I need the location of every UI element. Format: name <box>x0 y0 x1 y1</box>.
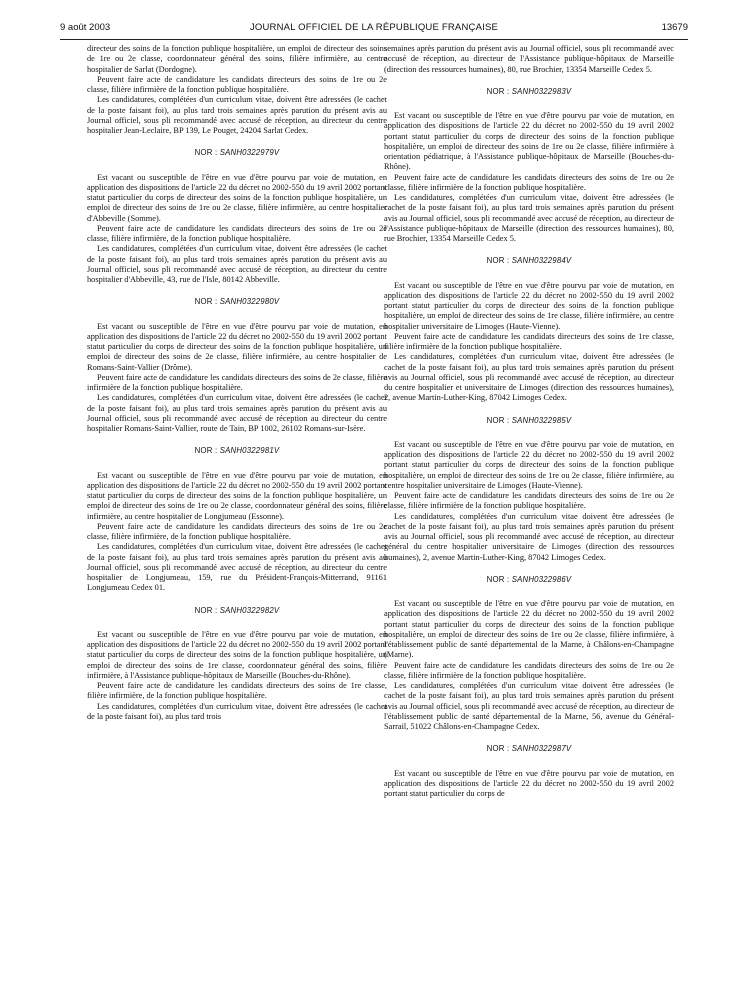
nor-label: NOR : <box>194 605 220 615</box>
right-column <box>384 44 674 799</box>
paragraph: Peuvent faire acte de candidature les candidats directeurs des soins de 1re ou 2e classe, filière infirmière, de la fonction publique hospitalière. <box>87 223 387 243</box>
nor-code: SANH0322986V <box>511 574 572 584</box>
nor-label: NOR : <box>486 574 512 584</box>
paragraph: Peuvent faire acte de candidature les candidats directeurs des soins de 2e classe, filière infirmière de la fonction publique hospitalière. <box>87 372 387 392</box>
paragraph: Est vacant ou susceptible de l'être en vue d'être pourvu par voie de mutation, en application des dispositions de l'article 22 du décret no 2002-550 du 19 avril 2002 portant statut particulier du corps de <box>384 768 674 798</box>
paragraph: directeur des soins de la fonction publique hospitalière, un emploi de directeur des soins de 1re ou 2e classe, coordonnateur général des soins, filière infirmière, au centre hospitalier de Sarlat (Dordogne). <box>87 44 387 74</box>
paragraph: Peuvent faire acte de candidature les candidats directeurs des soins de 1re classe, filière infirmière, de la fonction publique hospitalière. <box>87 681 387 701</box>
paragraph: Peuvent faire acte de candidature les candidats directeurs des soins de 1re ou 2e classe, filière infirmière de la fonction publique hospitalière. <box>384 660 674 680</box>
paragraph: Les candidatures, complétées d'un curriculum vitae, doivent être adressées (le cachet de la poste faisant foi), au plus tard trois semaines après parution du présent avis au Journal officiel, sous pli recommandé avec accusé de réception, au directeur du centre hospitalier Jean-Leclaire, BP 139, Le Pouget, 24204 Sarlat Cedex. <box>87 95 387 135</box>
nor-code: SANH0322982V <box>219 605 280 615</box>
paragraph: Les candidatures, complétées d'un curriculum vitae, doivent être adressées (le cachet de la poste faisant foi), au plus tard trois semaines après parution du présent avis au Journal officiel, sous pli recommandé avec accusé de réception, au directeur du centre hospitalier de Longjumeau, 159, rue du Président-François-Mitterrand, 91161 Longjumeau Cedex 01. <box>87 542 387 593</box>
journal-title: JOURNAL OFFICIEL DE LA RÉPUBLIQUE FRANÇAISE <box>249 22 499 33</box>
paragraph: Les candidatures, complétées d'un curriculum vitae, doivent être adressées (le cachet de la poste faisant foi), au plus tard trois <box>87 701 387 721</box>
issue-date: 9 août 2003 <box>60 22 111 33</box>
left-column <box>87 44 387 722</box>
paragraph: Est vacant ou susceptible de l'être en vue d'être pourvu par voie de mutation, en application des dispositions de l'article 22 du décret no 2002-550 du 19 avril 2002 portant statut particulier du corps de directeur des soins de la fonction publique hospitalière, un emploi de directeur des soins de 1re ou 2e classe, filière infirmière, à l'établissement public de santé départemental de la Marne, à Châlons-en-Champagne (Marne). <box>384 599 674 660</box>
paragraph: Les candidatures, complétées d'un curriculum vitae doivent être adressées (le cachet de la poste faisant foi), au plus tard trois semaines après parution du présent avis au Journal officiel, sous pli recommandé avec accusé de réception, au directeur de l'établissement public de santé départemental de la Marne, 56, avenue du Général-Sarrail, 51022 Châlons-en-Champagne Cedex. <box>384 681 674 731</box>
nor-code: SANH0322984V <box>511 256 572 266</box>
paragraph: Est vacant ou susceptible de l'être en vue d'être pourvu par voie de mutation, en application des dispositions de l'article 22 du décret no 2002-550 du 19 avril 2002 portant statut particulier du corps de directeur des soins de la fonction publique hospitalière, un emploi de directeur des soins de 1re ou 2e classe, filière infirmière, au centre hospitalier d'Abbeville (Somme). <box>87 172 387 223</box>
paragraph: Peuvent faire acte de candidature les candidats directeurs des soins de 1re ou 2e classe, filière infirmière, de la fonction publique hospitalière. <box>87 521 387 541</box>
nor-code: SANH0322981V <box>219 446 280 456</box>
nor-label: NOR : <box>486 256 512 266</box>
paragraph: Est vacant ou susceptible de l'être en vue d'être pourvu par voie de mutation, en application des dispositions de l'article 22 du décret no 2002-550 du 19 avril 2002 portant statut particulier du corps de directeur des soins de la fonction publique hospitalière, un emploi de directeur des soins de 1re classe, filière infirmière, au centre hospitalier universitaire de Limoges (Haute-Vienne). <box>384 280 674 331</box>
nor-label: NOR : <box>194 148 220 158</box>
nor-code: SANH0322980V <box>219 297 280 307</box>
nor-label: NOR : <box>486 86 512 96</box>
nor-code: SANH0322979V <box>219 148 280 158</box>
nor-reference <box>384 256 674 266</box>
nor-label: NOR : <box>486 744 512 754</box>
paragraph: Est vacant ou susceptible de l'être en vue d'être pourvu par voie de mutation, en application des dispositions de l'article 22 du décret no 2002-550 du 19 avril 2002 portant statut particulier du corps de directeur des soins de la fonction publique hospitalière, un emploi de directeur des soins de 2e classe, filière infirmière, au centre hospitalier de Romans-Saint-Vallier (Drôme). <box>87 321 387 372</box>
nor-label: NOR : <box>194 446 220 456</box>
paragraph: Peuvent faire acte de candidature les candidats directeurs des soins de 1re ou 2e classe, filière infirmière de la fonction publique hospitalière. <box>87 74 387 94</box>
nor-reference <box>87 446 387 456</box>
paragraph: Les candidatures, complétées d'un curriculum vitae, doivent être adressées (le cachet de la poste faisant foi), au plus tard trois semaines après parution du présent avis au Journal officiel, sous pli recommandé avec accusé de réception, au directeur du centre hospitalier d'Abbeville, 43, rue de l'Isle, 80142 Abbeville. <box>87 244 387 284</box>
nor-reference <box>384 416 674 426</box>
nor-code: SANH0322985V <box>511 415 572 425</box>
page-header <box>60 22 688 40</box>
paragraph: Les candidatures, complétées d'un curriculum vitae doivent être adressées (le cachet de la poste faisant foi), au plus tard trois semaines après parution du présent avis au Journal officiel, sous pli recommandé avec accusé de réception, au directeur général du centre hospitalier universitaire de Limoges (direction des ressources humaines), 2, avenue Martin-Luther-King, 87042 Limoges Cedex. <box>384 511 674 562</box>
paragraph: Les candidatures, complétées d'un curriculum vitae, doivent être adressées (le cachet de la poste faisant foi), au plus tard trois semaines après parution du présent avis au Journal officiel, sous pli recommandé avec accusé de réception au directeur du centre hospitalier Romans-Saint-Vallier, route de Tain, BP 1002, 26102 Romans-sur-Isère. <box>87 393 387 433</box>
paragraph: Est vacant ou susceptible de l'être en vue d'être pourvu par voie de mutation, en application des dispositions de l'article 22 du décret no 2002-550 du 19 avril 2002 portant statut particulier du corps de directeur des soins de la fonction publique hospitalière, un emploi de directeur des soins de 1re classe, coordonnateur général des soins, filière infirmière, à l'Assistance publique-hôpitaux de Marseille (Bouches-du-Rhône). <box>87 629 387 680</box>
nor-reference <box>87 297 387 307</box>
nor-code: SANH0322983V <box>511 86 572 96</box>
paragraph: semaines après parution du présent avis au Journal officiel, sous pli recommandé avec accusé de réception, au directeur de l'Assistance publique-hôpitaux de Marseille (direction des ressources humaines), 80, rue Brochier, 13354 Marseille Cedex 5. <box>384 44 674 74</box>
nor-reference <box>384 575 674 585</box>
paragraph: Peuvent faire acte de candidature les candidats directeurs des soins de 1re classe, filière infirmière de la fonction publique hospitalière. <box>384 331 674 351</box>
page-number: 13679 <box>661 22 688 33</box>
paragraph: Les candidatures, complétées d'un curriculum vitae, doivent être adressées (le cachet de la poste faisant foi), au plus tard trois semaines après parution du présent avis au Journal officiel, sous pli recommandé avec accusé de réception, au directeur du centre hospitalier et universitaire de Limoges (direction des ressources humaines), 2, avenue Martin-Luther-King, 87042 Limoges Cedex. <box>384 352 674 403</box>
nor-reference <box>384 744 674 754</box>
nor-reference <box>384 87 674 97</box>
paragraph: Est vacant ou susceptible de l'être en vue d'être pourvu par voie de mutation, en application des dispositions de l'article 22 du décret no 2002-550 du 19 avril 2002 portant statut particulier du corps de directeur des soins de la fonction publique hospitalière, un emploi de directeur des soins de 1re ou 2e classe, coordonnateur général des soins, filière infirmière, au centre hospitalier de Longjumeau (Essonne). <box>87 470 387 521</box>
nor-label: NOR : <box>194 297 220 307</box>
paragraph: Est vacant ou susceptible de l'être en vue d'être pourvu par voie de mutation, en application des dispositions de l'article 22 du décret no 2002-550 du 19 avril 2002 portant statut particulier du corps de directeur des soins de la fonction publique hospitalière, un emploi de directeur des soins de 1re ou 2e classe, filière infirmière, au centre hospitalier universitaire de Limoges (Haute-Vienne). <box>384 439 674 490</box>
nor-label: NOR : <box>486 415 512 425</box>
nor-reference <box>87 606 387 616</box>
nor-reference <box>87 148 387 158</box>
paragraph: Est vacant ou susceptible de l'être en vue d'être pourvu par voie de mutation, en application des dispositions de l'article 22 du décret no 2002-550 du 19 avril 2002 portant statut particulier du corps de directeur des soins de la fonction publique hospitalière, un emploi de directeur des soins de 1re ou 2e classe, filière infirmière à orientation pédiatrique, à l'Assistance publique-hôpitaux de Marseille (Bouches-du-Rhône). <box>384 111 674 172</box>
nor-code: SANH0322987V <box>511 744 572 754</box>
paragraph: Les candidatures, complétées d'un curriculum vitae, doivent être adressées (le cachet de la poste faisant foi), au plus tard trois semaines après parution du présent avis au Journal officiel, sous pli recommandé avec accusé de réception, au directeur de l'Assistance publique-hôpitaux de Marseille (direction des ressources humaines), 80, rue Brochier, 13354 Marseille Cedex 5. <box>384 193 674 243</box>
paragraph: Peuvent faire acte de candidature les candidats directeurs des soins de 1re ou 2e classe, filière infirmière de la fonction publique hospitalière. <box>384 172 674 192</box>
paragraph: Peuvent faire acte de candidature les candidats directeurs des soins de 1re ou 2e classe, filière infirmière de la fonction publique hospitalière. <box>384 491 674 511</box>
